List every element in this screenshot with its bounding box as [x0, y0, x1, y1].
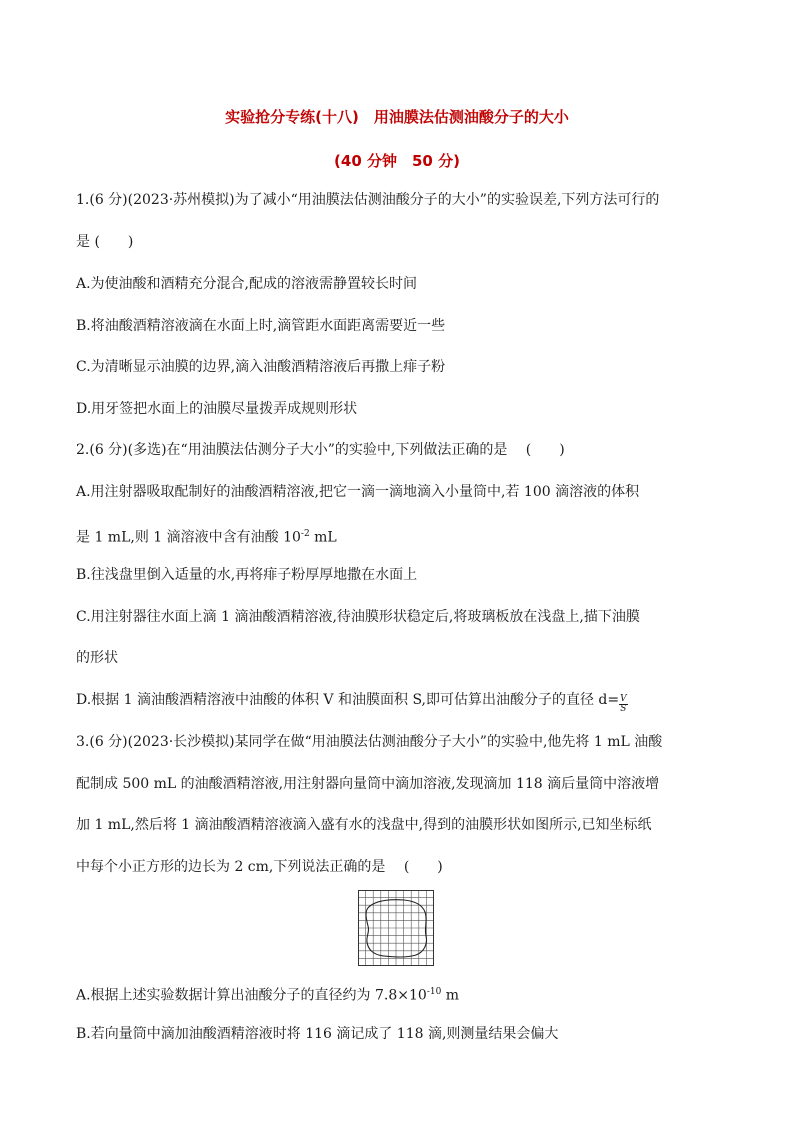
q1-option-b: B.将油酸酒精溶液滴在水面上时,滴管距水面距离需要近一些 [76, 318, 446, 334]
q3-stem-line2: 配制成 500 mL 的油酸酒精溶液,用注射器向量筒中滴加溶液,发现滴加 118 滴后量筒中溶液增 [76, 776, 660, 792]
q1-stem-line2: 是 ( ) [76, 234, 134, 250]
q2-option-d [76, 690, 726, 714]
q3-stem-line3: 加 1 mL,然后将 1 滴油酸酒精溶液滴入盛有水的浅盘中,得到的油膜形状如图所示,已知坐标纸 [76, 817, 652, 833]
q3-option-a-exponent: -10 [426, 987, 442, 997]
q2-stem: 2.(6 分)(多选)在“用油膜法估测分子大小”的实验中,下列做法正确的是 ( ) [76, 442, 565, 458]
q3-option-b: B.若向量筒中滴加油酸酒精溶液时将 116 滴记成了 118 滴,则测量结果会偏大 [76, 1026, 559, 1042]
fraction-numerator: V [620, 694, 627, 704]
q2-option-c-line2: 的形状 [76, 650, 118, 666]
page-subtitle: (40 分钟 50 分) [334, 152, 460, 170]
q2-option-a-line2-text: 是 1 mL,则 1 滴溶液中含有油酸 10 [76, 529, 301, 546]
q2-option-a-unit: mL [309, 529, 337, 546]
q1-option-a: A.为使油酸和酒精充分混合,配成的溶液需静置较长时间 [76, 276, 418, 292]
q1-option-c: C.为清晰显示油膜的边界,滴入油酸酒精溶液后再撒上痱子粉 [76, 359, 446, 375]
q2-option-d-text: D.根据 1 滴油酸酒精溶液中油酸的体积 V 和油膜面积 S,即可估算出油酸分子的直径 d= [76, 692, 620, 708]
q2-option-c-line1: C.用注射器往水面上滴 1 滴油酸酒精溶液,待油膜形状稳定后,将玻璃板放在浅盘上,描下油膜 [76, 609, 640, 625]
q3-stem-line4: 中每个小正方形的边长为 2 cm,下列说法正确的是 ( ) [76, 859, 443, 875]
q2-option-a-line2 [76, 524, 726, 548]
page-title: 实验抢分专练(十八) 用油膜法估测油酸分子的大小 [225, 108, 569, 126]
q3-option-a-text: A.根据上述实验数据计算出油酸分子的直径约为 7.8×10 [76, 987, 427, 1004]
grid-lines [358, 890, 434, 966]
q2-option-b: B.往浅盘里倒入适量的水,再将痱子粉厚厚地撒在水面上 [76, 567, 418, 583]
q1-stem-line1: 1.(6 分)(2023·苏州模拟)为了减小“用油膜法估测油酸分子的大小”的实验误差,下列方法可行的 [76, 192, 660, 208]
q3-stem-line1: 3.(6 分)(2023·长沙模拟)某同学在做“用油膜法估测油酸分子大小”的实验中,他先将 1 mL 油酸 [76, 734, 663, 750]
formula-fraction [619, 695, 628, 714]
q3-option-a [76, 982, 726, 1006]
q2-option-a-line1: A.用注射器吸取配制好的油酸酒精溶液,把它一滴一滴地滴入小量筒中,若 100 滴溶液的体积 [76, 484, 640, 500]
q1-option-d: D.用牙签把水面上的油膜尽量拨弄成规则形状 [76, 401, 358, 417]
oil-film-grid-figure [358, 890, 434, 966]
fraction-denominator: S [620, 704, 627, 714]
q3-option-a-unit: m [441, 987, 460, 1004]
q2-option-a-exponent: -2 [300, 529, 310, 539]
